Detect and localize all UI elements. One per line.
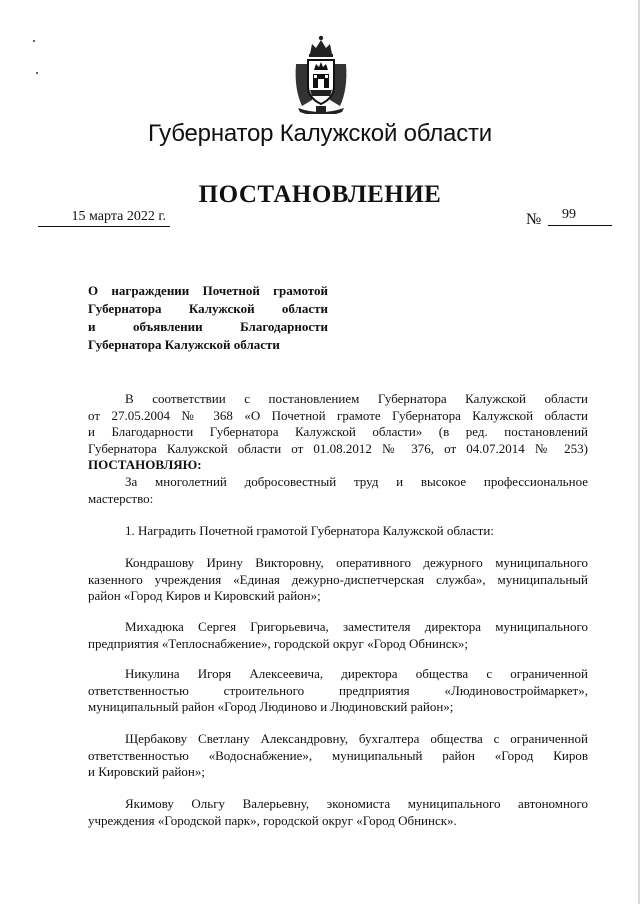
awardee-line: ответственностью строительного предприятия «Людиновостроймаркет», <box>88 682 588 698</box>
document-date: 15 марта 2022 г. <box>38 209 170 227</box>
decree-word: ПОСТАНОВЛЯЮ: <box>88 457 202 472</box>
subject-line: Губернатора Калужской области <box>88 301 328 316</box>
awardee-5 <box>88 796 588 829</box>
awardee-line: Кондрашову Ирину Викторовну, оперативного дежурного муниципального <box>125 555 588 570</box>
awardee-line: Никулина Игоря Алексеевича, директора общества с ограниченной <box>125 666 588 681</box>
awardee-line: ответственностью «Водоснабжение», муниципальный район «Город Киров <box>88 747 588 763</box>
awardee-1 <box>88 555 588 605</box>
awardee-line: и Кировский район»; <box>88 764 205 779</box>
subject-line: О награждении Почетной грамотой <box>88 283 328 298</box>
awardee-line: Щербакову Светлану Александровну, бухгалтера общества с ограниченной <box>125 731 588 746</box>
awardee-line: предприятия «Теплоснабжение», городской округ «Город Обнинск»; <box>88 635 469 651</box>
reason-line: За многолетний добросовестный труд и высокое профессиональное <box>125 474 588 489</box>
subject-line: и объявлении Благодарности <box>88 319 328 334</box>
subject-line: Губернатора Калужской области <box>88 337 280 352</box>
awardee-line: казенного учреждения «Единая дежурно-диспетчерская служба», муниципальный <box>88 571 588 587</box>
awardee-line: район «Город Киров и Кировский район»; <box>88 588 321 603</box>
preamble-line: В соответствии с постановлением Губернатора Калужской области <box>125 391 588 406</box>
awardee-4 <box>88 731 588 781</box>
preamble-line: Губернатора Калужской области от 01.08.2012 № 376, от 04.07.2014 № 253) <box>88 440 588 456</box>
document-type: ПОСТАНОВЛЕНИЕ <box>198 181 442 208</box>
awardee-line: Михадюка Сергея Григорьевича, заместителя директора муниципального <box>125 619 588 634</box>
preamble-line: и Благодарности Губернатора Калужской области» (в ред. постановлений <box>88 424 588 439</box>
document-number: 99 <box>548 207 612 226</box>
awardee-3 <box>88 666 588 716</box>
item-1 <box>88 523 588 540</box>
awardee-line: учреждения «Городской парк», городской округ «Город Обнинск». <box>88 812 457 828</box>
document-subject <box>88 282 328 354</box>
reason-paragraph <box>88 474 588 507</box>
preamble-paragraph <box>88 391 588 474</box>
issuing-authority: Губернатор Калужской области <box>147 120 492 147</box>
preamble-line: от 27.05.2004 № 368 «О Почетной грамоте Губернатора Калужской области <box>88 407 588 423</box>
awardee-line: муниципальный район «Город Людиново и Людиновский район»; <box>88 699 454 714</box>
awardee-2 <box>88 619 588 652</box>
number-label: № <box>526 211 542 228</box>
reason-line: мастерство: <box>88 490 154 506</box>
awardee-line: Якимову Ольгу Валерьевну, экономиста муниципального автономного <box>125 796 588 811</box>
scan-speck <box>36 72 38 74</box>
coat-of-arms-icon <box>292 34 350 114</box>
scan-speck <box>33 40 35 42</box>
item-1-line: 1. Наградить Почетной грамотой Губернатора Калужской области: <box>125 523 494 538</box>
